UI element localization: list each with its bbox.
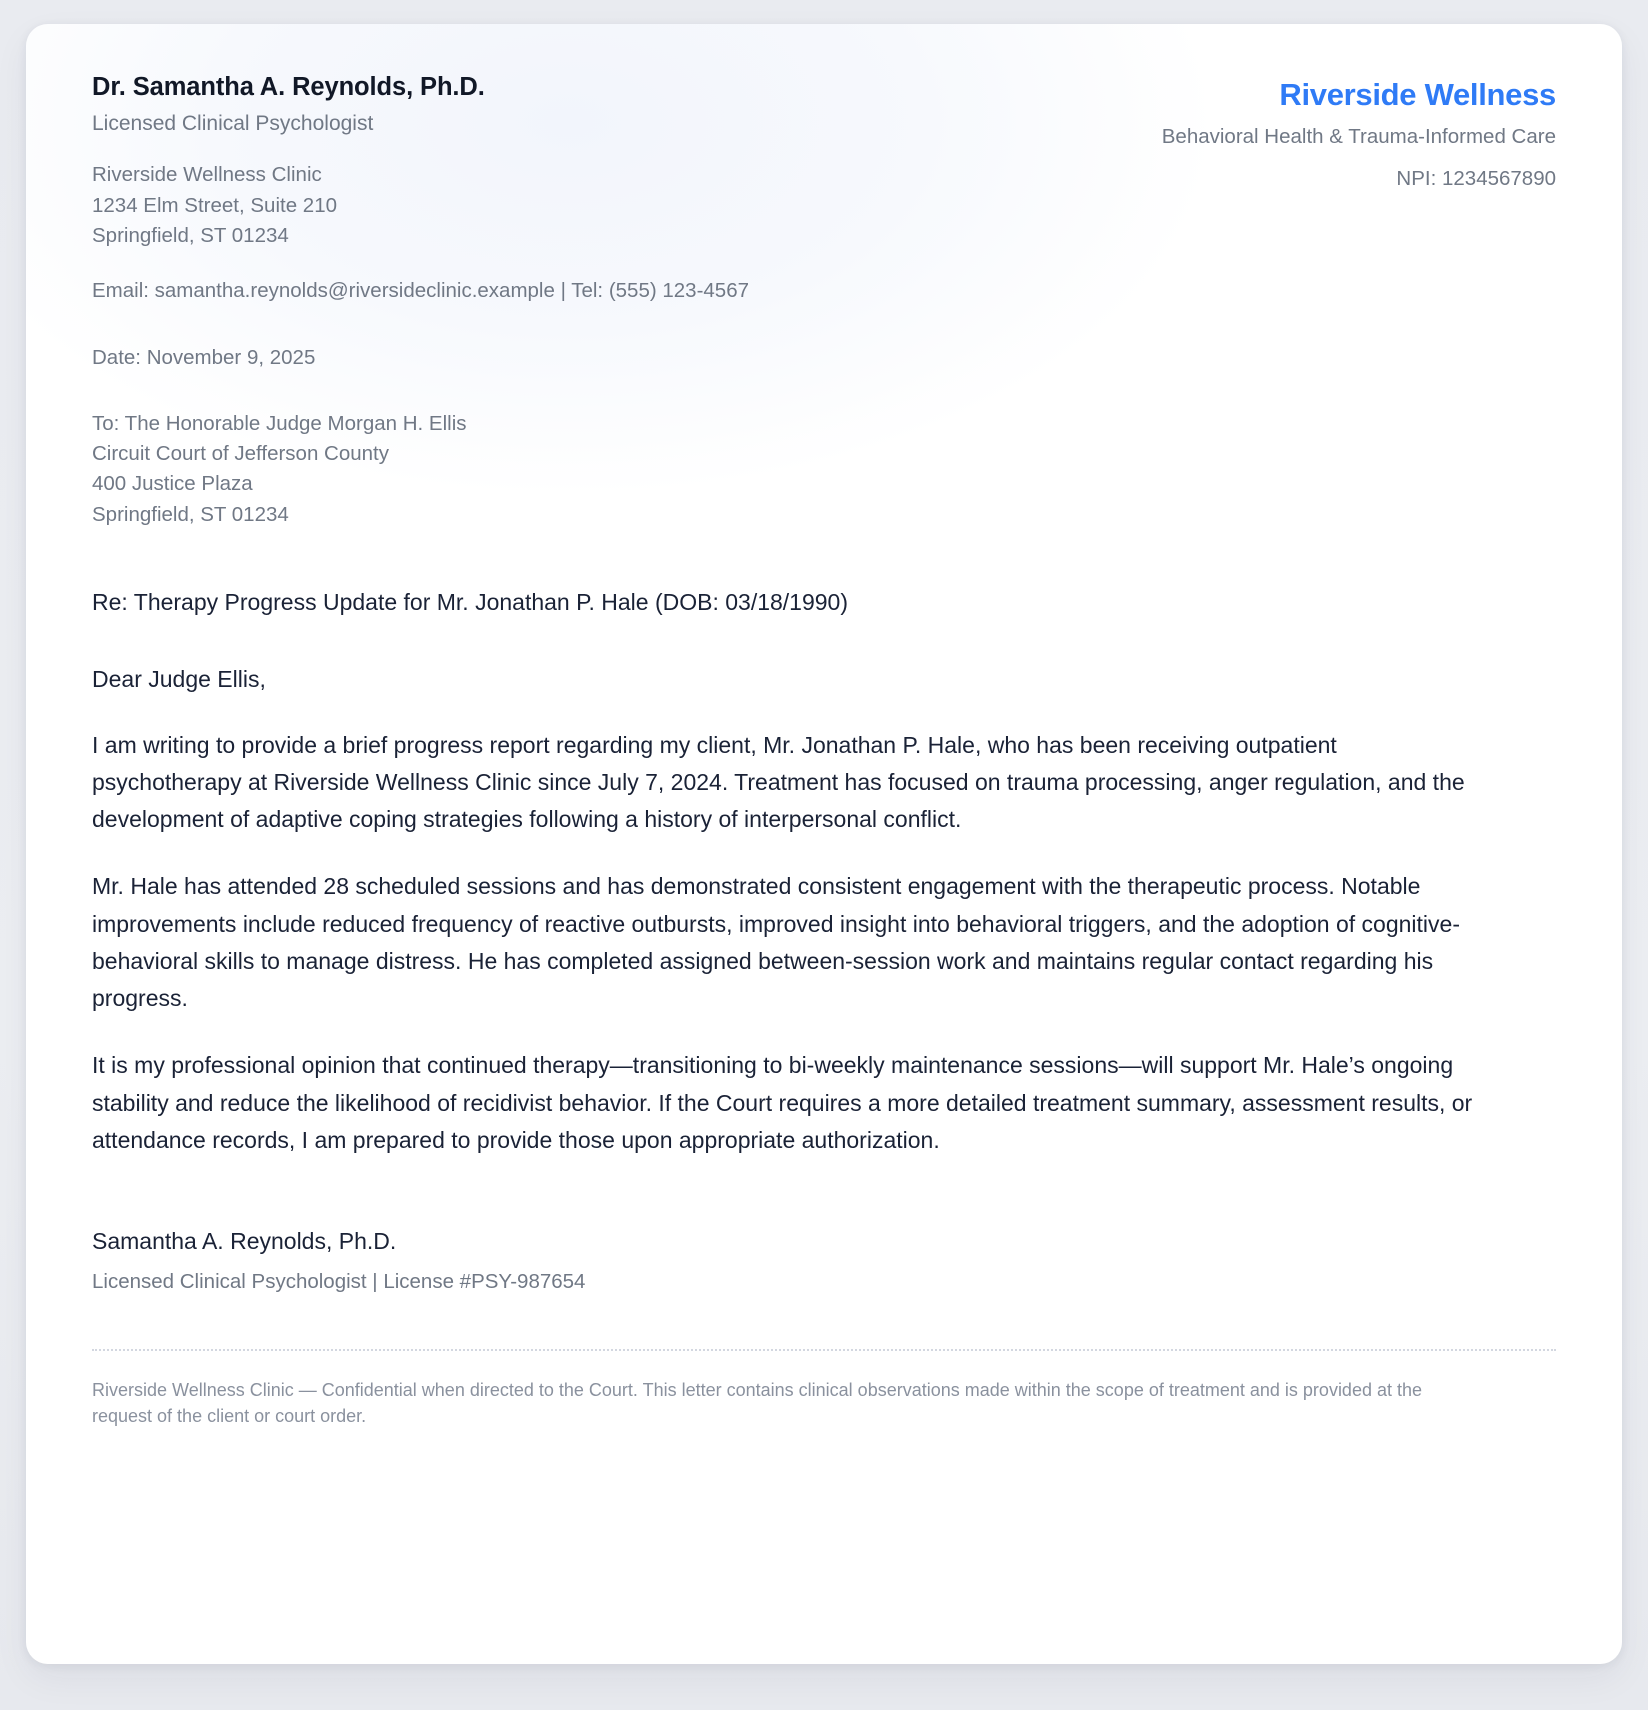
- sender-clinic-name: Riverside Wellness Clinic: [92, 163, 322, 187]
- letter-date: Date: November 9, 2025: [92, 345, 316, 369]
- sender-name: Dr. Samantha A. Reynolds, Ph.D.: [92, 73, 485, 101]
- signature-block: [92, 1225, 1556, 1297]
- recipient-line-1: To: The Honorable Judge Morgan H. Ellis: [92, 411, 467, 435]
- sender-address: [92, 160, 749, 251]
- subject-line: Re: Therapy Progress Update for Mr. Jonathan P. Hale (DOB: 03/18/1990): [92, 588, 849, 615]
- sender-address-line1: 1234 Elm Street, Suite 210: [92, 193, 338, 217]
- brand-npi: NPI: 1234567890: [1396, 166, 1556, 190]
- footer-divider: [92, 1349, 1556, 1351]
- body-paragraph-3: It is my professional opinion that continued therapy—transitioning to bi-weekly maintenance sessions—will support Mr. Hale’s ongoing stability and reduce the likelihood of recidivist behavior. If the Court requires a more detailed treatment summary, assessment results, or attendance records, I am prepared to provide those upon appropriate authorization.: [92, 1052, 1473, 1153]
- recipient-line-4: Springfield, ST 01234: [92, 502, 289, 526]
- signature-credentials: Licensed Clinical Psychologist | License #PSY-987654: [92, 1270, 586, 1294]
- body-paragraph-2: Mr. Hale has attended 28 scheduled sessions and has demonstrated consistent engagement with the therapeutic process. Notable improvements include reduced frequency of reactive outbursts, improved insight into behavioral triggers, and the adoption of cognitive-behavioral skills to manage distress. He has completed assigned between-session work and maintains regular contact regarding his progress.: [92, 873, 1460, 1012]
- sender-address-line2: Springfield, ST 01234: [92, 223, 289, 247]
- recipient-line-2: Circuit Court of Jefferson County: [92, 441, 389, 465]
- sender-title: Licensed Clinical Psychologist: [92, 111, 374, 135]
- sender-contact-line: Email: samantha.reynolds@riversideclinic.example | Tel: (555) 123-4567: [92, 279, 750, 303]
- body-paragraph-1: I am writing to provide a brief progress report regarding my client, Mr. Jonathan P. Hale, who has been receiving outpatient psychotherapy at Riverside Wellness Clinic since July 7, 2024. Treatment has focused on trauma processing, anger regulation, and the development of adaptive coping strategies following a history of interpersonal conflict.: [92, 731, 1465, 833]
- brand-name: Riverside Wellness: [1279, 77, 1556, 112]
- brand-tagline: Behavioral Health & Trauma-Informed Care: [1161, 125, 1556, 149]
- recipient-line-3: 400 Justice Plaza: [92, 472, 253, 496]
- brand-block: [1162, 72, 1556, 193]
- sender-block: [92, 72, 749, 306]
- recipient-address: [92, 409, 1556, 530]
- salutation: Dear Judge Ellis,: [92, 666, 266, 693]
- letterhead: [92, 72, 1556, 306]
- letter-document: [26, 24, 1622, 1664]
- signature-name: Samantha A. Reynolds, Ph.D.: [92, 1228, 397, 1255]
- footer-disclaimer: Riverside Wellness Clinic — Confidential when directed to the Court. This letter contains clinical observations made within the scope of treatment and is provided at the request of the client or court order.: [92, 1380, 1423, 1427]
